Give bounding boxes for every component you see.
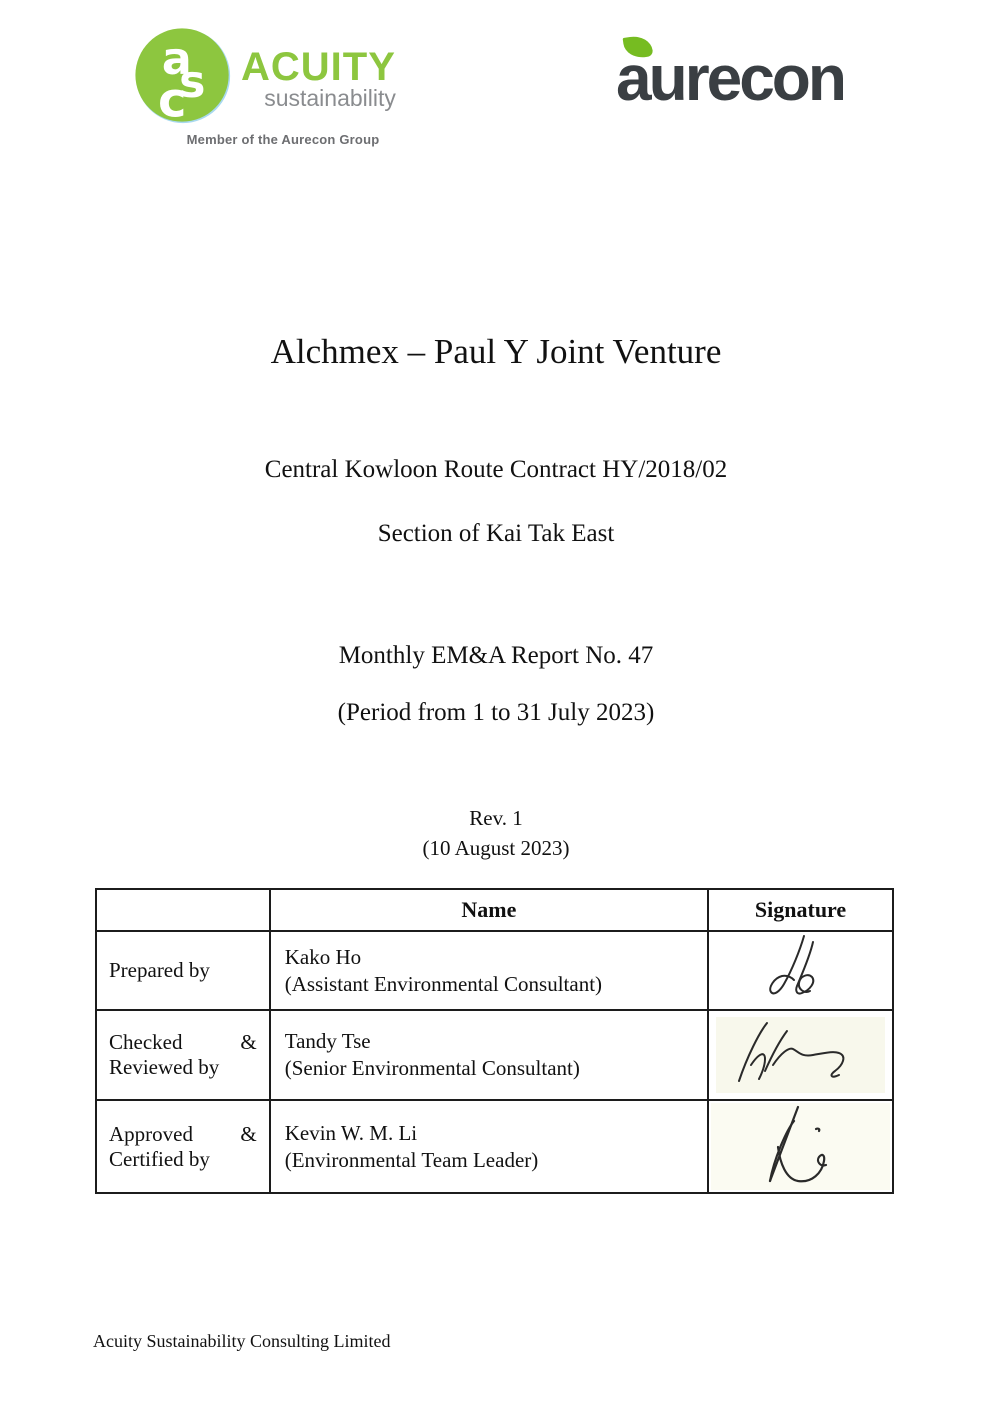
table-row-approved-certified-by xyxy=(96,1100,893,1193)
role-text-line2: Reviewed by xyxy=(109,1055,220,1079)
tandy-tse-signature-icon xyxy=(721,1013,881,1093)
name-column-header: Name xyxy=(270,889,708,931)
aurecon-logo xyxy=(598,30,918,118)
aurecon-wordmark: aurecon xyxy=(616,42,844,114)
section-subtitle: Section of Kai Tak East xyxy=(377,520,615,547)
document-title: Alchmex – Paul Y Joint Venture xyxy=(270,332,722,371)
person-title: (Environmental Team Leader) xyxy=(284,1147,539,1172)
signoff-table xyxy=(95,888,894,1194)
signature-cell xyxy=(708,931,893,1010)
role-text: Checked xyxy=(109,1030,183,1054)
table-row-checked-reviewed-by xyxy=(96,1010,893,1100)
svg-text:s: s xyxy=(179,57,206,109)
revision-date: (10 August 2023) xyxy=(422,836,570,860)
role-label-prepared-by xyxy=(96,931,270,1010)
svg-text:a: a xyxy=(161,34,192,86)
footer-company-name: Acuity Sustainability Consulting Limited xyxy=(93,1331,391,1351)
revision-label: Rev. 1 xyxy=(469,806,523,830)
svg-text:c: c xyxy=(158,72,187,126)
signature-cell xyxy=(708,1100,893,1193)
role-column-header xyxy=(96,889,270,931)
person-name: Tandy Tse xyxy=(284,1029,371,1053)
person-cell xyxy=(270,1010,708,1100)
role-text: Prepared by xyxy=(109,958,210,982)
signature-cell xyxy=(708,1010,893,1100)
signoff-header-row xyxy=(96,889,893,931)
person-name: Kevin W. M. Li xyxy=(284,1120,418,1145)
acuity-sustainability-label: sustainability xyxy=(264,85,396,111)
kako-ho-signature-icon xyxy=(746,932,856,1004)
role-ampersand: & xyxy=(240,1030,257,1054)
person-name: Kako Ho xyxy=(284,944,362,969)
table-row-prepared-by xyxy=(96,931,893,1010)
contract-subtitle: Central Kowloon Route Contract HY/2018/02 xyxy=(264,456,728,483)
role-text-line2: Certified by xyxy=(109,1146,210,1171)
role-label-checked-reviewed-by xyxy=(96,1010,270,1100)
person-title: (Assistant Environmental Consultant) xyxy=(284,971,603,996)
signature-column-header: Signature xyxy=(708,889,893,931)
acuity-monogram-icon xyxy=(133,26,233,126)
acuity-wordmark: ACUITY xyxy=(241,45,396,89)
role-ampersand: & xyxy=(240,1121,257,1146)
person-cell xyxy=(270,1100,708,1193)
person-title: (Senior Environmental Consultant) xyxy=(284,1056,580,1080)
role-text: Approved xyxy=(109,1121,193,1146)
report-number-line: Monthly EM&A Report No. 47 xyxy=(338,642,654,669)
kevin-li-signature-icon xyxy=(736,1101,866,1187)
person-cell xyxy=(270,931,708,1010)
acuity-logo xyxy=(133,26,433,147)
acuity-tagline: Member of the Aurecon Group xyxy=(186,132,380,147)
report-period-line: (Period from 1 to 31 July 2023) xyxy=(337,699,655,726)
role-label-approved-certified-by xyxy=(96,1100,270,1193)
